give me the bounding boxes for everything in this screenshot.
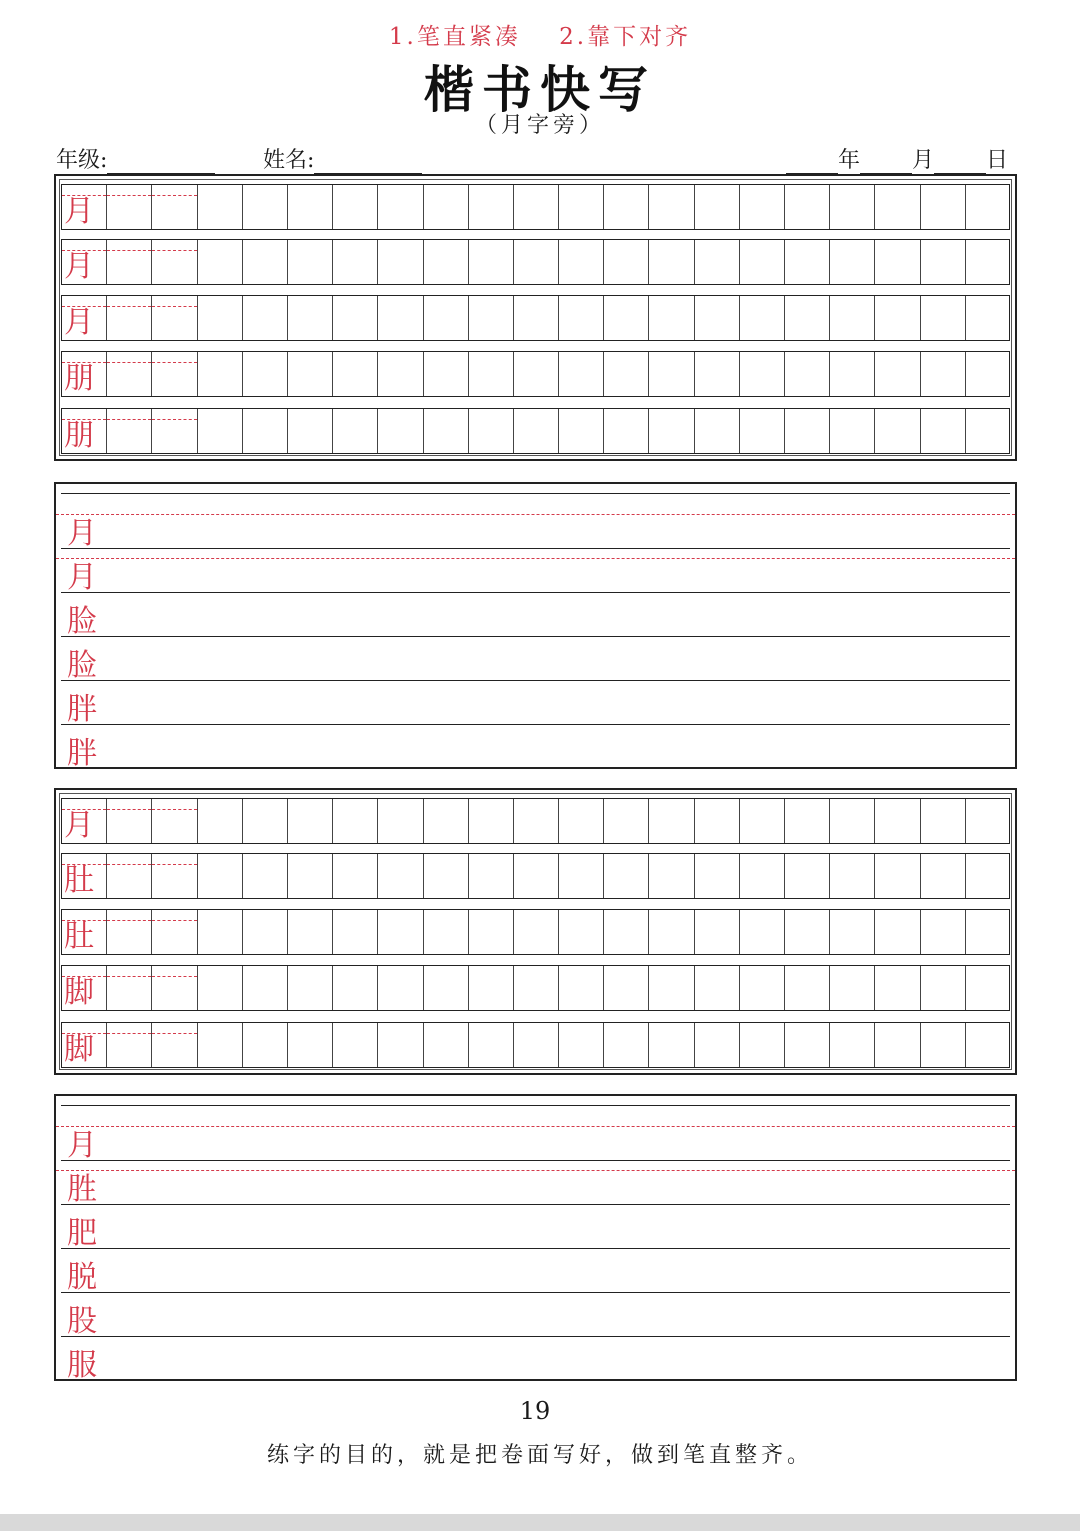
model-char: 月 (64, 194, 94, 229)
model-char: 月 (67, 516, 97, 551)
writing-cell[interactable] (378, 352, 423, 396)
writing-cell[interactable] (152, 910, 197, 954)
practice-row (61, 351, 1010, 397)
writing-cell[interactable] (785, 185, 830, 229)
writing-cell[interactable] (740, 409, 785, 453)
writing-cell[interactable] (107, 910, 152, 954)
writing-cell[interactable] (288, 966, 333, 1010)
writing-cell[interactable] (152, 185, 197, 229)
writing-cell[interactable] (875, 910, 920, 954)
writing-cell[interactable] (649, 409, 694, 453)
writing-cell[interactable] (740, 910, 785, 954)
writing-cell[interactable] (830, 185, 875, 229)
writing-cell[interactable] (514, 1023, 559, 1067)
writing-cell[interactable] (107, 799, 152, 843)
writing-cell[interactable] (333, 409, 378, 453)
page-title: 楷书快写 (424, 61, 656, 119)
writing-cell[interactable] (875, 966, 920, 1010)
writing-cell[interactable] (559, 1023, 604, 1067)
model-char-cell (62, 799, 107, 843)
model-char: 月 (64, 249, 94, 284)
writing-cell[interactable] (740, 240, 785, 284)
name-blank[interactable] (314, 151, 422, 174)
writing-cell[interactable] (921, 910, 966, 954)
writing-cell[interactable] (333, 296, 378, 340)
baseline (61, 768, 1010, 769)
writing-cell[interactable] (333, 910, 378, 954)
writing-cell[interactable] (875, 854, 920, 898)
writing-cell[interactable] (740, 966, 785, 1010)
writing-cell[interactable] (559, 185, 604, 229)
writing-cell[interactable] (514, 799, 559, 843)
writing-cell[interactable] (469, 799, 514, 843)
writing-cell[interactable] (152, 799, 197, 843)
writing-cell[interactable] (604, 352, 649, 396)
practice-row (61, 408, 1010, 454)
writing-cell[interactable] (243, 240, 288, 284)
writing-cell[interactable] (875, 240, 920, 284)
writing-cell[interactable] (649, 854, 694, 898)
writing-cell[interactable] (378, 799, 423, 843)
model-char: 月 (64, 305, 94, 340)
model-char: 月 (67, 560, 97, 595)
writing-cell[interactable] (107, 854, 152, 898)
writing-cell[interactable] (288, 296, 333, 340)
writing-cell[interactable] (649, 966, 694, 1010)
writing-line[interactable] (61, 1205, 1010, 1249)
model-char-cell (62, 296, 107, 340)
writing-cell[interactable] (649, 352, 694, 396)
model-char: 月 (67, 1128, 97, 1163)
year-label: 年 (838, 148, 861, 173)
model-char: 脚 (64, 1032, 94, 1067)
writing-cell[interactable] (966, 799, 1011, 843)
writing-cell[interactable] (333, 352, 378, 396)
writing-cell[interactable] (740, 799, 785, 843)
writing-cell[interactable] (604, 240, 649, 284)
model-char: 胖 (67, 692, 97, 727)
writing-line[interactable] (61, 681, 1010, 725)
writing-cell[interactable] (830, 910, 875, 954)
writing-cell[interactable] (604, 910, 649, 954)
model-char: 肚 (64, 863, 94, 898)
baseline (61, 1380, 1010, 1381)
writing-cell[interactable] (830, 854, 875, 898)
writing-cell[interactable] (921, 1023, 966, 1067)
writing-cell[interactable] (333, 185, 378, 229)
writing-cell[interactable] (514, 854, 559, 898)
writing-line[interactable] (61, 1117, 1010, 1161)
writing-cell[interactable] (198, 352, 243, 396)
writing-cell[interactable] (469, 352, 514, 396)
writing-line[interactable] (61, 593, 1010, 637)
lined-section-2 (54, 482, 1017, 769)
writing-cell[interactable] (514, 910, 559, 954)
writing-cell[interactable] (966, 296, 1011, 340)
writing-cell[interactable] (966, 854, 1011, 898)
writing-cell[interactable] (243, 854, 288, 898)
writing-cell[interactable] (514, 185, 559, 229)
writing-cell[interactable] (288, 910, 333, 954)
writing-cell[interactable] (469, 409, 514, 453)
writing-cell[interactable] (649, 1023, 694, 1067)
writing-cell[interactable] (695, 352, 740, 396)
model-char: 脸 (67, 604, 97, 639)
writing-cell[interactable] (288, 854, 333, 898)
writing-cell[interactable] (514, 409, 559, 453)
writing-cell[interactable] (875, 185, 920, 229)
day-label: 日 (986, 148, 1009, 173)
guide-dashed-line (56, 558, 1015, 559)
writing-cell[interactable] (559, 799, 604, 843)
writing-cell[interactable] (243, 296, 288, 340)
model-char: 脱 (67, 1260, 97, 1295)
practice-row (61, 798, 1010, 844)
writing-cell[interactable] (424, 185, 469, 229)
writing-cell[interactable] (559, 409, 604, 453)
writing-cell[interactable] (198, 185, 243, 229)
writing-cell[interactable] (152, 296, 197, 340)
writing-cell[interactable] (830, 296, 875, 340)
writing-cell[interactable] (469, 910, 514, 954)
writing-cell[interactable] (424, 966, 469, 1010)
writing-line[interactable] (61, 549, 1010, 593)
grade-blank[interactable] (107, 151, 215, 174)
writing-cell[interactable] (921, 854, 966, 898)
writing-cell[interactable] (695, 185, 740, 229)
writing-cell[interactable] (695, 966, 740, 1010)
writing-cell[interactable] (559, 966, 604, 1010)
writing-cell[interactable] (288, 409, 333, 453)
writing-cell[interactable] (107, 185, 152, 229)
writing-cell[interactable] (243, 409, 288, 453)
writing-cell[interactable] (830, 352, 875, 396)
page-subtitle: （月字旁） (474, 113, 605, 138)
model-char: 肚 (64, 919, 94, 954)
writing-cell[interactable] (695, 799, 740, 843)
writing-cell[interactable] (378, 1023, 423, 1067)
writing-cell[interactable] (785, 1023, 830, 1067)
writing-cell[interactable] (333, 966, 378, 1010)
writing-cell[interactable] (152, 352, 197, 396)
writing-cell[interactable] (830, 240, 875, 284)
grid-section-3 (54, 788, 1017, 1075)
writing-cell[interactable] (152, 1023, 197, 1067)
writing-cell[interactable] (649, 296, 694, 340)
writing-cell[interactable] (695, 409, 740, 453)
writing-line[interactable] (61, 637, 1010, 681)
writing-cell[interactable] (107, 1023, 152, 1067)
writing-cell[interactable] (695, 1023, 740, 1067)
writing-cell[interactable] (378, 240, 423, 284)
writing-cell[interactable] (469, 185, 514, 229)
writing-cell[interactable] (921, 296, 966, 340)
writing-cell[interactable] (649, 799, 694, 843)
writing-cell[interactable] (966, 185, 1011, 229)
writing-cell[interactable] (604, 296, 649, 340)
writing-cell[interactable] (469, 1023, 514, 1067)
tips-line (0, 18, 1080, 51)
writing-cell[interactable] (514, 352, 559, 396)
writing-cell[interactable] (740, 854, 785, 898)
writing-cell[interactable] (514, 240, 559, 284)
name-field[interactable] (263, 143, 422, 173)
writing-cell[interactable] (921, 185, 966, 229)
writing-cell[interactable] (107, 409, 152, 453)
writing-cell[interactable] (559, 352, 604, 396)
guide-dashed-line (56, 514, 1015, 515)
writing-cell[interactable] (921, 409, 966, 453)
writing-cell[interactable] (243, 910, 288, 954)
writing-cell[interactable] (695, 910, 740, 954)
bottom-scroll-edge (0, 1514, 1080, 1531)
writing-line[interactable] (61, 725, 1010, 769)
writing-cell[interactable] (288, 185, 333, 229)
writing-cell[interactable] (288, 1023, 333, 1067)
writing-cell[interactable] (198, 799, 243, 843)
practice-row (61, 184, 1010, 230)
writing-cell[interactable] (740, 1023, 785, 1067)
model-char-cell (62, 240, 107, 284)
writing-cell[interactable] (198, 1023, 243, 1067)
writing-cell[interactable] (469, 966, 514, 1010)
writing-cell[interactable] (152, 854, 197, 898)
day-blank[interactable] (934, 151, 986, 174)
writing-cell[interactable] (107, 296, 152, 340)
writing-cell[interactable] (424, 799, 469, 843)
writing-cell[interactable] (424, 296, 469, 340)
writing-cell[interactable] (604, 966, 649, 1010)
writing-cell[interactable] (875, 409, 920, 453)
top-rule (61, 493, 1010, 494)
grade-label: 年级: (56, 148, 108, 173)
writing-cell[interactable] (695, 854, 740, 898)
writing-cell[interactable] (966, 1023, 1011, 1067)
writing-cell[interactable] (649, 185, 694, 229)
model-char: 肥 (67, 1216, 97, 1251)
model-char: 服 (67, 1348, 97, 1383)
writing-cell[interactable] (243, 966, 288, 1010)
writing-cell[interactable] (559, 910, 604, 954)
model-char: 胖 (67, 736, 97, 771)
tip-1: 1.笔直紧凑 (388, 24, 521, 50)
writing-line[interactable] (61, 1293, 1010, 1337)
writing-cell[interactable] (649, 910, 694, 954)
writing-cell[interactable] (288, 240, 333, 284)
writing-cell[interactable] (333, 1023, 378, 1067)
writing-cell[interactable] (966, 409, 1011, 453)
writing-cell[interactable] (785, 296, 830, 340)
writing-cell[interactable] (333, 240, 378, 284)
writing-cell[interactable] (830, 409, 875, 453)
writing-cell[interactable] (966, 910, 1011, 954)
model-char-cell (62, 910, 107, 954)
writing-cell[interactable] (107, 966, 152, 1010)
writing-cell[interactable] (424, 1023, 469, 1067)
writing-cell[interactable] (604, 799, 649, 843)
writing-cell[interactable] (378, 185, 423, 229)
writing-cell[interactable] (152, 240, 197, 284)
writing-cell[interactable] (740, 296, 785, 340)
model-char-cell (62, 854, 107, 898)
writing-cell[interactable] (378, 966, 423, 1010)
writing-cell[interactable] (243, 1023, 288, 1067)
writing-cell[interactable] (875, 296, 920, 340)
writing-cell[interactable] (378, 854, 423, 898)
footer-motto: 练字的目的，就是把卷面写好，做到笔直整齐。 (266, 1443, 813, 1468)
writing-cell[interactable] (921, 352, 966, 396)
writing-cell[interactable] (604, 1023, 649, 1067)
writing-cell[interactable] (785, 240, 830, 284)
model-char: 胜 (67, 1172, 97, 1207)
writing-cell[interactable] (649, 240, 694, 284)
model-char: 脚 (64, 975, 94, 1010)
writing-cell[interactable] (830, 966, 875, 1010)
writing-cell[interactable] (424, 409, 469, 453)
writing-cell[interactable] (785, 910, 830, 954)
lined-section-4 (54, 1094, 1017, 1381)
writing-cell[interactable] (559, 240, 604, 284)
writing-cell[interactable] (469, 240, 514, 284)
writing-cell[interactable] (921, 966, 966, 1010)
writing-cell[interactable] (875, 352, 920, 396)
grade-field[interactable] (56, 143, 215, 173)
model-char: 朋 (64, 361, 94, 396)
writing-cell[interactable] (198, 966, 243, 1010)
writing-cell[interactable] (152, 966, 197, 1010)
writing-cell[interactable] (333, 799, 378, 843)
writing-cell[interactable] (333, 854, 378, 898)
writing-cell[interactable] (875, 799, 920, 843)
date-field[interactable] (786, 143, 1008, 173)
writing-cell[interactable] (378, 296, 423, 340)
writing-cell[interactable] (424, 240, 469, 284)
practice-row (61, 239, 1010, 285)
writing-cell[interactable] (243, 352, 288, 396)
model-char-cell (62, 966, 107, 1010)
writing-cell[interactable] (152, 409, 197, 453)
writing-cell[interactable] (785, 799, 830, 843)
writing-cell[interactable] (198, 910, 243, 954)
writing-cell[interactable] (966, 240, 1011, 284)
guide-dashed-line (56, 1126, 1015, 1127)
writing-cell[interactable] (875, 1023, 920, 1067)
writing-cell[interactable] (604, 854, 649, 898)
writing-cell[interactable] (559, 296, 604, 340)
model-char-cell (62, 185, 107, 229)
writing-cell[interactable] (695, 296, 740, 340)
writing-cell[interactable] (378, 910, 423, 954)
writing-cell[interactable] (469, 296, 514, 340)
writing-cell[interactable] (107, 352, 152, 396)
writing-cell[interactable] (921, 240, 966, 284)
writing-line[interactable] (61, 1249, 1010, 1293)
writing-cell[interactable] (740, 352, 785, 396)
model-char-cell (62, 409, 107, 453)
writing-cell[interactable] (198, 240, 243, 284)
writing-cell[interactable] (830, 1023, 875, 1067)
month-blank[interactable] (860, 151, 912, 174)
writing-cell[interactable] (559, 854, 604, 898)
writing-cell[interactable] (785, 966, 830, 1010)
model-char: 朋 (64, 418, 94, 453)
practice-row (61, 853, 1010, 899)
writing-cell[interactable] (424, 854, 469, 898)
model-char: 脸 (67, 648, 97, 683)
writing-cell[interactable] (785, 854, 830, 898)
practice-row (61, 295, 1010, 341)
year-blank[interactable] (786, 151, 838, 174)
writing-cell[interactable] (921, 799, 966, 843)
guide-dashed-line (56, 1170, 1015, 1171)
writing-cell[interactable] (198, 854, 243, 898)
top-rule (61, 1105, 1010, 1106)
model-char-cell (62, 1023, 107, 1067)
writing-cell[interactable] (424, 352, 469, 396)
practice-row (61, 909, 1010, 955)
writing-cell[interactable] (604, 409, 649, 453)
writing-line[interactable] (61, 1337, 1010, 1381)
writing-cell[interactable] (785, 409, 830, 453)
writing-line[interactable] (61, 1161, 1010, 1205)
tip-2: 2.靠下对齐 (559, 24, 692, 50)
name-label: 姓名: (263, 148, 315, 173)
writing-cell[interactable] (695, 240, 740, 284)
writing-cell[interactable] (966, 352, 1011, 396)
writing-cell[interactable] (740, 185, 785, 229)
writing-cell[interactable] (198, 409, 243, 453)
writing-cell[interactable] (198, 296, 243, 340)
model-char-cell (62, 352, 107, 396)
writing-cell[interactable] (243, 799, 288, 843)
writing-cell[interactable] (830, 799, 875, 843)
practice-row (61, 965, 1010, 1011)
writing-cell[interactable] (288, 352, 333, 396)
writing-cell[interactable] (424, 910, 469, 954)
practice-row (61, 1022, 1010, 1068)
writing-cell[interactable] (966, 966, 1011, 1010)
writing-cell[interactable] (514, 966, 559, 1010)
month-label: 月 (912, 148, 935, 173)
model-char: 股 (67, 1304, 97, 1339)
writing-cell[interactable] (514, 296, 559, 340)
writing-line[interactable] (61, 505, 1010, 549)
writing-cell[interactable] (107, 240, 152, 284)
writing-cell[interactable] (378, 409, 423, 453)
page-number: 19 (519, 1397, 551, 1425)
writing-cell[interactable] (469, 854, 514, 898)
writing-cell[interactable] (243, 185, 288, 229)
writing-cell[interactable] (288, 799, 333, 843)
writing-cell[interactable] (785, 352, 830, 396)
grid-section-1 (54, 174, 1017, 461)
writing-cell[interactable] (604, 185, 649, 229)
model-char: 月 (64, 808, 94, 843)
